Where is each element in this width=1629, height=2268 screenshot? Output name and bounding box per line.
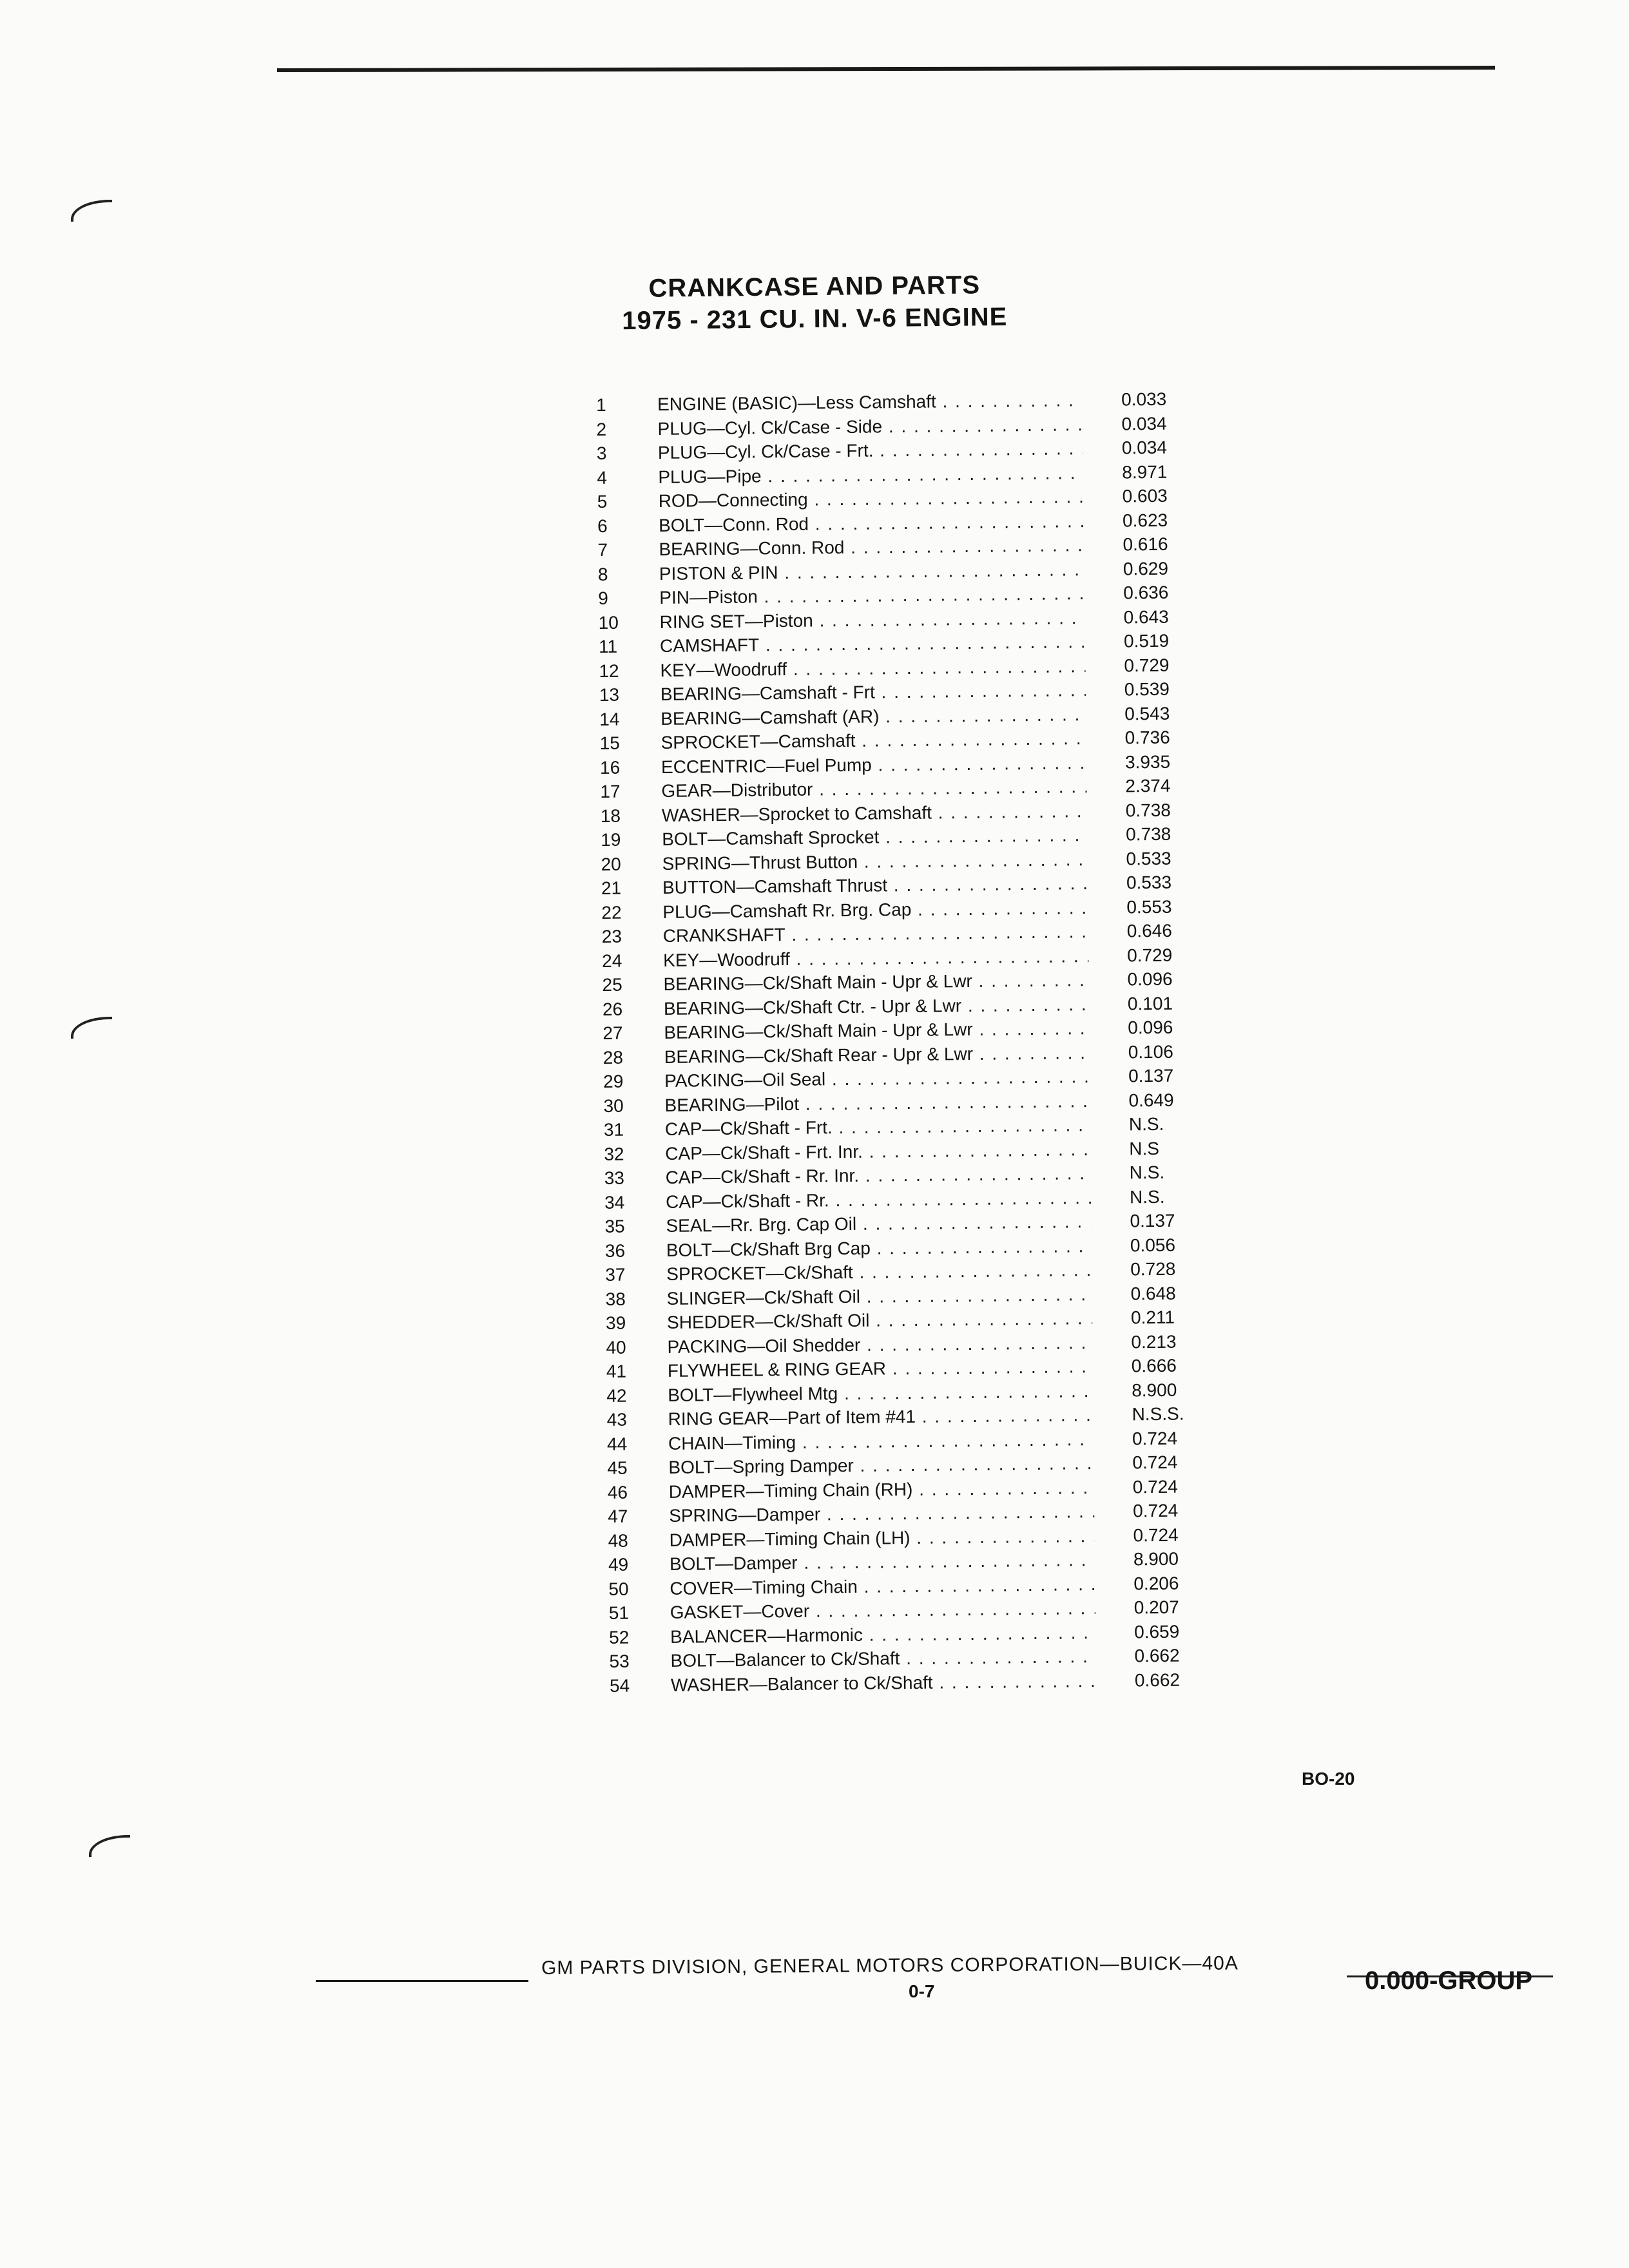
item-description: BOLT—Spring Damper . . . [668,1453,1094,1478]
item-group-number: 0.207 [1133,1597,1179,1618]
item-group-number: 0.666 [1131,1355,1177,1376]
item-group-number: 0.736 [1124,727,1170,748]
item-group-number: 0.137 [1128,1065,1174,1086]
item-number: 47 [608,1506,628,1526]
item-group-number: 3.935 [1124,751,1171,772]
item-number: 30 [603,1095,624,1116]
item-group-number: N.S.S. [1132,1403,1184,1425]
item-group-number: 0.738 [1126,823,1171,845]
item-description: RING SET—Piston . . . [660,608,1085,633]
item-description: ENGINE (BASIC)—Less Camshaft . . . [657,390,1083,415]
item-number: 21 [601,878,622,898]
item-group-number: 8.971 [1122,461,1168,482]
item-description: SEAL—Rr. Brg. Cap Oil . . . [666,1211,1091,1236]
item-group-number: 0.646 [1126,920,1172,941]
item-number: 4 [597,467,608,488]
item-number: 35 [604,1216,625,1236]
item-description: BOLT—Flywheel Mtg . . . [668,1381,1093,1406]
page-code: BO-20 [1302,1769,1355,1789]
item-description: BOLT—Camshaft Sprocket . . . [662,825,1087,850]
item-description: KEY—Woodruff . . . [663,946,1088,971]
item-number: 20 [601,854,621,874]
item-group-number: 0.543 [1124,703,1170,724]
item-group-number: 0.662 [1134,1645,1180,1666]
item-number: 15 [599,733,620,753]
item-description: CHAIN—Timing . . . [668,1429,1094,1454]
item-group-number: 0.636 [1123,582,1169,603]
item-group-number: 0.539 [1124,678,1170,700]
item-description: PIN—Piston . . . [659,583,1084,608]
item-description: CAP—Ck/Shaft - Rr. Inr. . . . [666,1163,1091,1188]
item-number: 28 [602,1047,624,1068]
item-number: 24 [602,950,622,971]
item-description: BALANCER—Harmonic . . . [670,1622,1095,1647]
item-number: 27 [602,1023,623,1043]
item-description: SPRING—Damper . . . [669,1501,1094,1526]
item-number: 6 [597,515,608,536]
item-description: PACKING—Oil Seal . . . [664,1066,1090,1091]
item-number: 39 [605,1312,626,1333]
item-number: 29 [602,1071,624,1091]
item-group-number: 0.659 [1133,1621,1180,1642]
item-description: BEARING—Ck/Shaft Ctr. - Upr & Lwr . . . [664,994,1089,1019]
item-number: 17 [600,781,621,802]
binder-hole-mark-middle [71,1017,112,1039]
item-number: 44 [606,1434,628,1454]
item-description: BEARING—Ck/Shaft Rear - Upr & Lwr . . . [664,1043,1090,1068]
item-group-number: 2.374 [1125,775,1171,796]
item-group-number: 8.900 [1132,1379,1177,1400]
item-number: 16 [599,757,621,778]
item-group-number: 0.616 [1123,533,1168,555]
item-group-number: 0.724 [1133,1500,1179,1521]
item-number: 34 [604,1192,625,1213]
item-group-number: 0.629 [1123,558,1169,579]
item-description: DAMPER—Timing Chain (LH) . . . [669,1525,1094,1550]
item-group-number: 0.553 [1126,896,1172,917]
item-number: 3 [596,443,607,463]
item-number: 42 [606,1385,627,1406]
item-group-number: 0.649 [1128,1090,1174,1110]
item-number: 7 [597,539,608,560]
item-number: 46 [607,1482,628,1503]
page-title [0,262,1629,343]
item-number: 51 [608,1602,630,1623]
item-group-number: 0.728 [1130,1258,1176,1280]
item-group-number: N.S. [1128,1113,1164,1135]
item-group-number: 0.519 [1123,630,1170,651]
item-description: BOLT—Ck/Shaft Brg Cap . . . [666,1236,1092,1261]
item-number: 5 [597,491,608,512]
item-description: BOLT—Damper . . . [670,1550,1095,1575]
item-group-number: 0.206 [1133,1573,1179,1593]
item-description: BOLT—Balancer to Ck/Shaft . . . [670,1646,1095,1671]
item-description: BOLT—Conn. Rod . . . [659,511,1084,536]
item-group-number: 0.724 [1132,1428,1178,1448]
item-group-number: 0.033 [1121,389,1167,410]
item-number: 37 [605,1264,626,1285]
item-number: 25 [602,974,622,995]
item-number: 26 [602,999,623,1019]
item-group-number: 0.648 [1130,1283,1176,1303]
item-number: 11 [598,636,618,657]
footer-group-label: 0.000-GROUP [1365,1966,1533,1995]
item-number: 23 [601,926,622,947]
item-description: BUTTON—Camshaft Thrust . . . [662,873,1088,898]
item-description: CAP—Ck/Shaft - Rr. . . . [666,1187,1091,1213]
title-line-2: 1975 - 231 CU. IN. V-6 ENGINE [621,302,1008,336]
top-rule [277,66,1495,72]
item-description: PACKING—Oil Shedder . . . [667,1332,1092,1358]
footer-left-rule [316,1980,528,1982]
item-group-number: 0.533 [1126,872,1172,893]
item-group-number: 0.738 [1125,800,1171,820]
item-group-number: N.S [1129,1138,1160,1158]
item-number: 50 [608,1579,629,1599]
item-description: WASHER—Sprocket to Camshaft . . . [662,801,1087,826]
item-description: FLYWHEEL & RING GEAR . . . [668,1356,1093,1381]
item-group-number: 0.096 [1128,1017,1173,1038]
item-number: 33 [604,1168,625,1188]
item-description: BEARING—Pilot . . . [664,1091,1090,1116]
item-group-number: 0.211 [1130,1307,1175,1328]
item-description: BEARING—Conn. Rod . . . [659,535,1084,560]
item-group-number: 0.603 [1122,485,1168,506]
item-group-number: 0.096 [1127,968,1173,990]
item-description: ECCENTRIC—Fuel Pump . . . [661,753,1086,778]
item-description: PLUG—Cyl. Ck/Case - Frt. . . . [658,438,1083,463]
footer-publisher: GM PARTS DIVISION, GENERAL MOTORS CORPORATION—BUICK—40A [541,1952,1239,1979]
item-number: 45 [607,1457,628,1478]
binder-hole-mark-bottom [89,1835,130,1857]
item-description: PLUG—Camshaft Rr. Brg. Cap . . . [662,898,1088,923]
item-number: 2 [596,419,607,439]
item-group-number: N.S. [1129,1186,1165,1207]
item-group-number: 0.724 [1132,1452,1178,1473]
item-description: CAP—Ck/Shaft - Frt. . . . [665,1115,1090,1140]
item-group-number: 8.900 [1133,1548,1179,1570]
item-description: SPROCKET—Ck/Shaft . . . [666,1260,1092,1285]
item-number: 38 [605,1289,626,1309]
item-description: BEARING—Camshaft (AR) . . . [660,704,1086,729]
item-group-number: 0.724 [1132,1476,1179,1497]
item-description: BEARING—Ck/Shaft Main - Upr & Lwr . . . [663,970,1088,995]
item-description: PISTON & PIN . . . [659,559,1084,584]
item-number: 31 [603,1119,624,1140]
item-description: SLINGER—Ck/Shaft Oil . . . [667,1284,1092,1309]
item-description: PLUG—Pipe . . . [658,463,1083,488]
item-group-number: 0.034 [1121,437,1168,458]
item-description: SPROCKET—Camshaft . . . [660,728,1086,753]
item-group-number: 0.643 [1123,606,1169,627]
item-number: 14 [599,709,620,729]
item-description: SHEDDER—Ck/Shaft Oil . . . [667,1308,1092,1333]
footer-page-number: 0-7 [909,1981,935,2001]
item-description: GASKET—Cover . . . [670,1598,1095,1623]
item-number: 18 [600,805,621,826]
item-number: 32 [604,1144,624,1164]
item-group-number: 0.056 [1130,1235,1176,1255]
item-description: KEY—Woodruff . . . [660,656,1085,681]
item-group-number: 0.101 [1127,993,1173,1014]
item-description: WASHER—Balancer to Ck/Shaft . . . [671,1670,1096,1695]
item-number: 52 [609,1627,630,1648]
item-number: 22 [601,902,622,923]
item-number: 49 [608,1554,629,1575]
title-line-1: CRANKCASE AND PARTS [648,271,981,303]
item-description: PLUG—Cyl. Ck/Case - Side . . . [657,414,1083,439]
item-number: 8 [597,564,608,584]
item-description: COVER—Timing Chain . . . [670,1573,1095,1599]
item-number: 41 [606,1361,627,1381]
item-group-number: 0.662 [1134,1669,1181,1690]
item-group-number: 0.137 [1130,1210,1175,1231]
item-group-number: 0.106 [1128,1041,1173,1062]
item-group-number: 0.729 [1126,945,1173,965]
item-group-number: 0.724 [1133,1524,1179,1545]
item-description: GEAR—Distributor . . . [661,776,1086,802]
item-number: 48 [608,1530,628,1551]
item-number: 43 [606,1409,627,1430]
item-description: DAMPER—Timing Chain (RH) . . . [669,1477,1094,1503]
item-group-number: 0.533 [1126,848,1171,869]
item-group-number: 0.034 [1121,413,1167,434]
item-description: BEARING—Camshaft - Frt . . . [660,680,1086,705]
item-group-number: 0.213 [1131,1331,1177,1352]
item-description: CAP—Ck/Shaft - Frt. Inr. . . . [665,1139,1090,1164]
item-number: 10 [598,612,619,633]
parts-list [596,389,1222,1700]
binder-hole-mark-top [71,200,112,222]
item-description: BEARING—Ck/Shaft Main - Upr & Lwr . . . [664,1018,1089,1043]
item-number: 9 [598,588,609,608]
item-description: RING GEAR—Part of Item #41 . . . [668,1405,1093,1430]
item-group-number: 0.623 [1122,510,1168,530]
item-group-number: 0.729 [1124,655,1170,675]
item-number: 36 [604,1240,626,1261]
item-description: SPRING—Thrust Button . . . [662,849,1087,874]
item-group-number: N.S. [1129,1162,1165,1183]
item-number: 19 [601,829,621,850]
item-number: 53 [609,1651,630,1671]
item-number: 12 [599,660,619,681]
item-number: 54 [609,1675,630,1696]
item-description: ROD—Connecting . . . [659,486,1084,512]
item-number: 40 [606,1337,626,1358]
item-number: 13 [599,684,620,705]
item-description: CAMSHAFT . . . [660,631,1085,657]
item-number: 1 [596,394,606,415]
item-description: CRANKSHAFT . . . [663,921,1088,947]
